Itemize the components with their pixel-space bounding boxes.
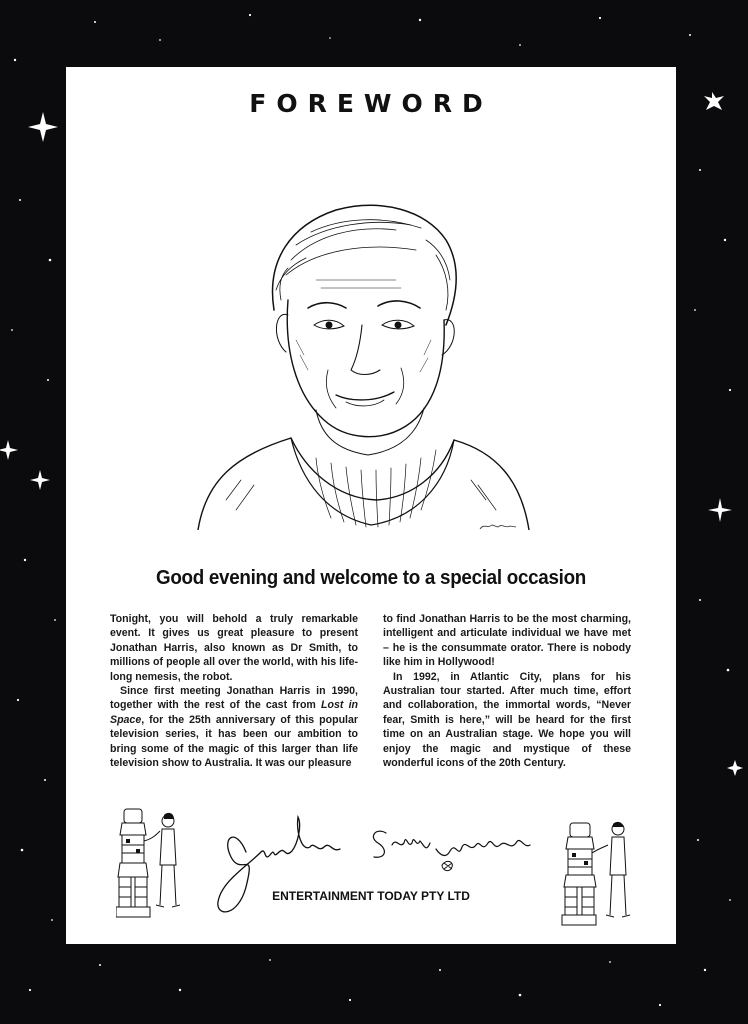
signature-glen — [206, 807, 356, 922]
artist-signature-mark — [478, 521, 528, 531]
text-column-right — [383, 612, 631, 770]
paragraph: to find Jonathan Harris to be the most charming, intelligent and articulate individual we have met – he is the consummate orator. There is nobody like him in Hollywood! — [383, 613, 631, 669]
signature-sally — [366, 819, 546, 879]
star-icon — [704, 92, 724, 110]
foreword-page — [66, 67, 676, 944]
robot-and-dr-smith-illustration — [560, 817, 634, 927]
portrait-illustration — [196, 180, 531, 530]
paragraph: Tonight, you will behold a truly remarkable event. It gives us great pleasure to present Jonathan Harris, also known as Dr Smith, to millions of people all over the world, with his life-long nemesis, the robot. — [110, 613, 358, 683]
page-title: FOREWORD — [249, 89, 493, 118]
company-name: ENTERTAINMENT TODAY PTY LTD — [272, 889, 470, 903]
paragraph: In 1992, in Atlantic City, plans for his Australian tour started. After much time, effort and collaboration, the immortal words, “Never fear, Smith is here,” will be heard for the first time on an Australian stage. We hope you will enjoy the magic and mystique of these wonderful icons of the 20th Century. — [383, 670, 631, 770]
paragraph: Since first meeting Jonathan Harris in 1990, together with the rest of the cast from Lost in Space, for the 25th anniversary of this popular television series, it has been our ambition to bring some of the magic of this larger than life television show to Australia. It was our pleasure — [110, 685, 358, 770]
text-column-left — [110, 612, 358, 770]
star-icon — [28, 112, 58, 142]
star-icon — [727, 760, 743, 776]
star-icon — [708, 498, 732, 522]
headline: Good evening and welcome to a special occasion — [155, 567, 586, 589]
star-icon — [0, 440, 18, 460]
star-icon — [30, 470, 50, 490]
robot-and-dr-smith-illustration — [116, 805, 186, 921]
